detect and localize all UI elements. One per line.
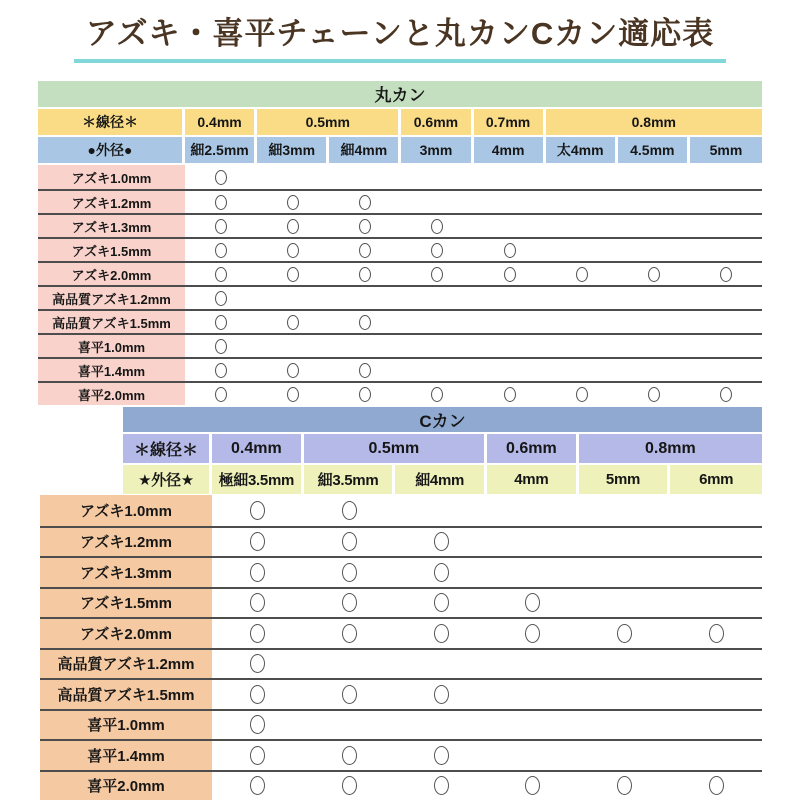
compat-circle-icon (250, 685, 265, 704)
compat-circle-icon (504, 267, 516, 282)
wire-diameter-value: 0.5mm (304, 434, 487, 463)
wire-diameter-label: ＊線径＊ (123, 434, 212, 463)
chain-row-label: アズキ2.0mm (38, 263, 185, 285)
chain-row-label: アズキ1.0mm (40, 495, 212, 526)
compat-cell (395, 772, 487, 800)
compat-circle-icon (648, 267, 660, 282)
compat-cell (257, 335, 329, 357)
compat-circle-icon (359, 243, 371, 258)
compat-circle-icon (287, 195, 299, 210)
compat-cell (395, 558, 487, 587)
compat-cell (401, 239, 473, 261)
compat-cell (212, 772, 304, 800)
compat-cell (618, 383, 690, 405)
compat-cell (670, 589, 762, 618)
compat-cell (257, 263, 329, 285)
compat-cell (670, 650, 762, 679)
compat-cell (395, 741, 487, 770)
chain-row (40, 587, 762, 618)
outer-diameter-value: 4mm (487, 465, 579, 494)
compat-cell (212, 741, 304, 770)
chain-row-label: アズキ1.5mm (38, 239, 185, 261)
outer-diameter-row (40, 465, 762, 494)
compat-cell (401, 311, 473, 333)
compat-circle-icon (250, 776, 265, 795)
compat-circle-icon (250, 532, 265, 551)
wire-diameter-row (40, 434, 762, 463)
compat-cell (487, 619, 579, 648)
compat-circle-icon (720, 267, 732, 282)
compat-cell (401, 383, 473, 405)
compat-cell (212, 589, 304, 618)
compat-cell (487, 558, 579, 587)
compat-circle-icon (359, 387, 371, 402)
compat-cell (185, 263, 257, 285)
compat-cell (690, 287, 762, 309)
compat-cell (546, 311, 618, 333)
compat-circle-icon (359, 219, 371, 234)
compat-cell (618, 215, 690, 237)
outer-diameter-value: 細3mm (257, 137, 329, 163)
outer-diameter-row (38, 137, 762, 163)
wire-diameter-value: 0.6mm (401, 109, 473, 135)
compat-cell (474, 311, 546, 333)
compat-cell (395, 528, 487, 557)
chain-row-label: 喜平2.0mm (40, 772, 212, 800)
compat-circle-icon (250, 593, 265, 612)
compat-cell (185, 191, 257, 213)
compat-cell (304, 558, 396, 587)
compat-circle-icon (525, 593, 540, 612)
compat-cell (618, 287, 690, 309)
chain-row (38, 333, 762, 357)
compat-cell (579, 772, 671, 800)
compat-circle-icon (431, 243, 443, 258)
compat-cell (185, 359, 257, 381)
compat-circle-icon (215, 219, 227, 234)
compat-cell (329, 383, 401, 405)
compat-cell (304, 711, 396, 740)
compat-cell (329, 191, 401, 213)
chain-row (38, 237, 762, 261)
chain-row (38, 381, 762, 405)
compat-circle-icon (576, 387, 588, 402)
compat-circle-icon (709, 624, 724, 643)
compat-cell (304, 619, 396, 648)
compat-circle-icon (250, 654, 265, 673)
compat-cell (487, 741, 579, 770)
outer-diameter-value: 細4mm (395, 465, 487, 494)
chain-row (38, 285, 762, 309)
compat-circle-icon (287, 219, 299, 234)
outer-diameter-value: 細3.5mm (304, 465, 396, 494)
compat-circle-icon (287, 267, 299, 282)
compat-cell (304, 741, 396, 770)
maru-kan-table (38, 81, 762, 405)
compat-circle-icon (215, 170, 227, 185)
compat-cell (304, 650, 396, 679)
compat-cell (670, 495, 762, 526)
compat-cell (579, 680, 671, 709)
compat-cell (304, 589, 396, 618)
compat-circle-icon (434, 593, 449, 612)
chain-row (40, 556, 762, 587)
compat-cell (670, 711, 762, 740)
compat-circle-icon (431, 387, 443, 402)
compat-cell (304, 528, 396, 557)
compat-cell (546, 215, 618, 237)
compat-circle-icon (250, 563, 265, 582)
compat-cell (487, 650, 579, 679)
compat-cell (257, 287, 329, 309)
wire-diameter-value: 0.4mm (212, 434, 304, 463)
outer-diameter-value: 細4mm (329, 137, 401, 163)
compat-cell (546, 359, 618, 381)
compat-circle-icon (215, 195, 227, 210)
c-kan-table (40, 407, 762, 800)
chain-row-label: 喜平1.0mm (38, 335, 185, 357)
compat-cell (257, 383, 329, 405)
compat-cell (546, 239, 618, 261)
compat-cell (401, 359, 473, 381)
compat-circle-icon (617, 624, 632, 643)
chain-row (40, 770, 762, 800)
chain-row (38, 213, 762, 237)
compat-circle-icon (342, 624, 357, 643)
compat-cell (185, 335, 257, 357)
compat-cell (690, 383, 762, 405)
outer-diameter-label: ●外径● (38, 137, 185, 163)
chain-row-label: 高品質アズキ1.2mm (40, 650, 212, 679)
wire-diameter-label: ＊線径＊ (38, 109, 185, 135)
compat-circle-icon (215, 291, 227, 306)
compat-cell (212, 650, 304, 679)
outer-diameter-value: 5mm (690, 137, 762, 163)
compat-cell (212, 558, 304, 587)
compat-circle-icon (504, 243, 516, 258)
compat-circle-icon (215, 339, 227, 354)
compat-cell (670, 619, 762, 648)
compat-circle-icon (576, 267, 588, 282)
chain-row-label: 喜平1.4mm (40, 741, 212, 770)
table-title-cell: 丸カン (374, 86, 426, 105)
compat-cell (618, 311, 690, 333)
compat-cell (474, 239, 546, 261)
compat-cell (487, 589, 579, 618)
outer-diameter-value: 太4mm (546, 137, 618, 163)
table-body (38, 165, 762, 405)
compat-cell (579, 558, 671, 587)
compat-cell (618, 263, 690, 285)
compat-cell (474, 383, 546, 405)
chain-row (40, 678, 762, 709)
compat-cell (618, 335, 690, 357)
chain-row (40, 648, 762, 679)
compat-cell (395, 495, 487, 526)
compat-circle-icon (287, 387, 299, 402)
compat-circle-icon (359, 363, 371, 378)
compat-cell (401, 263, 473, 285)
compat-cell (401, 335, 473, 357)
wire-diameter-value: 0.5mm (257, 109, 401, 135)
compat-cell (474, 335, 546, 357)
compat-circle-icon (709, 776, 724, 795)
compat-cell (670, 680, 762, 709)
compat-cell (257, 215, 329, 237)
chain-row-label: アズキ1.3mm (40, 558, 212, 587)
compat-circle-icon (434, 624, 449, 643)
compat-circle-icon (720, 387, 732, 402)
chain-row-label: 高品質アズキ1.2mm (38, 287, 185, 309)
compat-circle-icon (648, 387, 660, 402)
compat-circle-icon (287, 243, 299, 258)
compat-cell (401, 215, 473, 237)
chain-row-label: アズキ1.5mm (40, 589, 212, 618)
compat-circle-icon (434, 532, 449, 551)
compat-cell (212, 528, 304, 557)
compat-cell (474, 359, 546, 381)
table-header-row (40, 407, 762, 432)
compat-cell (395, 711, 487, 740)
compat-cell (690, 311, 762, 333)
compat-cell (401, 287, 473, 309)
chain-row-label: アズキ1.2mm (40, 528, 212, 557)
compat-cell (257, 239, 329, 261)
compat-cell (670, 528, 762, 557)
outer-diameter-value: 3mm (401, 137, 473, 163)
wire-diameter-value: 0.4mm (185, 109, 257, 135)
compat-cell (546, 383, 618, 405)
chain-row (38, 165, 762, 189)
compat-cell (257, 359, 329, 381)
compat-cell (304, 680, 396, 709)
chain-row (40, 617, 762, 648)
compat-cell (212, 495, 304, 526)
table-body (40, 495, 762, 800)
compat-cell (395, 650, 487, 679)
compat-circle-icon (215, 243, 227, 258)
compat-cell (670, 558, 762, 587)
compat-cell (395, 619, 487, 648)
compat-circle-icon (359, 267, 371, 282)
compat-cell (690, 335, 762, 357)
compat-circle-icon (431, 219, 443, 234)
compat-circle-icon (434, 685, 449, 704)
table-header-row (38, 81, 762, 107)
chain-row (38, 261, 762, 285)
compat-cell (185, 287, 257, 309)
compat-cell (474, 191, 546, 213)
chain-row (38, 189, 762, 213)
wire-diameter-value: 0.6mm (487, 434, 579, 463)
compat-cell (257, 311, 329, 333)
chain-row-label: アズキ1.2mm (38, 191, 185, 213)
compat-cell (670, 741, 762, 770)
compat-circle-icon (287, 363, 299, 378)
compat-circle-icon (215, 363, 227, 378)
compat-circle-icon (431, 267, 443, 282)
compat-cell (474, 165, 546, 189)
compat-circle-icon (342, 532, 357, 551)
compat-circle-icon (617, 776, 632, 795)
compat-circle-icon (250, 501, 265, 520)
compat-cell (474, 287, 546, 309)
compat-circle-icon (342, 776, 357, 795)
compat-cell (487, 680, 579, 709)
compat-circle-icon (504, 387, 516, 402)
compat-circle-icon (525, 776, 540, 795)
compat-cell (395, 680, 487, 709)
compat-cell (670, 772, 762, 800)
title-block (0, 12, 800, 63)
compat-cell (304, 772, 396, 800)
compat-circle-icon (434, 776, 449, 795)
outer-diameter-label: ★外径★ (123, 465, 212, 494)
compat-circle-icon (359, 315, 371, 330)
compat-cell (257, 165, 329, 189)
wire-diameter-value: 0.8mm (579, 434, 762, 463)
compat-cell (185, 215, 257, 237)
outer-diameter-value: 5mm (579, 465, 671, 494)
compat-cell (546, 287, 618, 309)
outer-diameter-value: 4.5mm (618, 137, 690, 163)
compat-circle-icon (215, 387, 227, 402)
chain-row (38, 309, 762, 333)
compat-cell (579, 619, 671, 648)
compat-cell (185, 383, 257, 405)
compat-circle-icon (215, 315, 227, 330)
compat-cell (185, 239, 257, 261)
compat-cell (546, 165, 618, 189)
compat-cell (579, 650, 671, 679)
compat-cell (401, 165, 473, 189)
compat-cell (618, 165, 690, 189)
wire-diameter-value: 0.8mm (546, 109, 762, 135)
compat-circle-icon (359, 195, 371, 210)
compat-circle-icon (434, 746, 449, 765)
chain-row (40, 709, 762, 740)
compat-cell (546, 191, 618, 213)
compat-circle-icon (250, 715, 265, 734)
compat-cell (401, 191, 473, 213)
compat-cell (212, 680, 304, 709)
compat-circle-icon (250, 746, 265, 765)
chain-row-label: 喜平2.0mm (38, 383, 185, 405)
compat-cell (329, 287, 401, 309)
chain-row-label: 高品質アズキ1.5mm (40, 680, 212, 709)
compat-cell (329, 335, 401, 357)
chain-row-label: 喜平1.4mm (38, 359, 185, 381)
outer-spacer (40, 465, 123, 494)
compat-cell (546, 263, 618, 285)
chain-row-label: 喜平1.0mm (40, 711, 212, 740)
outer-diameter-value: 細2.5mm (185, 137, 257, 163)
compat-cell (690, 165, 762, 189)
compat-cell (329, 311, 401, 333)
compat-cell (212, 619, 304, 648)
compat-circle-icon (342, 563, 357, 582)
compat-circle-icon (342, 746, 357, 765)
compat-cell (487, 772, 579, 800)
chain-row (40, 526, 762, 557)
compat-cell (618, 359, 690, 381)
outer-diameter-value: 4mm (474, 137, 546, 163)
compat-cell (546, 335, 618, 357)
compat-circle-icon (287, 315, 299, 330)
compat-cell (690, 191, 762, 213)
compat-circle-icon (250, 624, 265, 643)
compat-cell (212, 711, 304, 740)
compat-cell (329, 239, 401, 261)
chain-row-label: アズキ1.0mm (38, 165, 185, 189)
compat-cell (487, 711, 579, 740)
compat-cell (618, 191, 690, 213)
compat-cell (487, 528, 579, 557)
compat-cell (690, 239, 762, 261)
page-title: アズキ・喜平チェーンと丸カンCカン適応表 (74, 12, 727, 63)
compat-cell (618, 239, 690, 261)
wire-diameter-value: 0.7mm (474, 109, 546, 135)
table-title-cell: Cカン (123, 407, 762, 432)
wire-spacer (40, 434, 123, 463)
compat-cell (474, 215, 546, 237)
compat-cell (185, 311, 257, 333)
chain-row-label: 高品質アズキ1.5mm (38, 311, 185, 333)
outer-diameter-value: 6mm (670, 465, 762, 494)
chain-row (40, 739, 762, 770)
chain-row-label: アズキ2.0mm (40, 619, 212, 648)
outer-diameter-value: 極細3.5mm (212, 465, 304, 494)
compat-cell (329, 263, 401, 285)
header-spacer (40, 407, 123, 432)
compat-cell (579, 528, 671, 557)
compat-cell (329, 359, 401, 381)
wire-diameter-row (38, 109, 762, 135)
compat-cell (329, 165, 401, 189)
compat-cell (579, 711, 671, 740)
compat-circle-icon (215, 267, 227, 282)
compat-cell (257, 191, 329, 213)
compat-cell (690, 359, 762, 381)
chain-row-label: アズキ1.3mm (38, 215, 185, 237)
compat-cell (690, 215, 762, 237)
compat-cell (474, 263, 546, 285)
compat-circle-icon (342, 501, 357, 520)
compat-circle-icon (342, 685, 357, 704)
compat-circle-icon (342, 593, 357, 612)
compat-circle-icon (434, 563, 449, 582)
compat-cell (329, 215, 401, 237)
chain-row (38, 357, 762, 381)
compat-cell (185, 165, 257, 189)
compat-cell (579, 589, 671, 618)
compat-cell (304, 495, 396, 526)
compat-cell (579, 495, 671, 526)
compat-cell (395, 589, 487, 618)
compat-circle-icon (525, 624, 540, 643)
compat-cell (579, 741, 671, 770)
compat-cell (487, 495, 579, 526)
compat-cell (690, 263, 762, 285)
chain-row (40, 495, 762, 526)
